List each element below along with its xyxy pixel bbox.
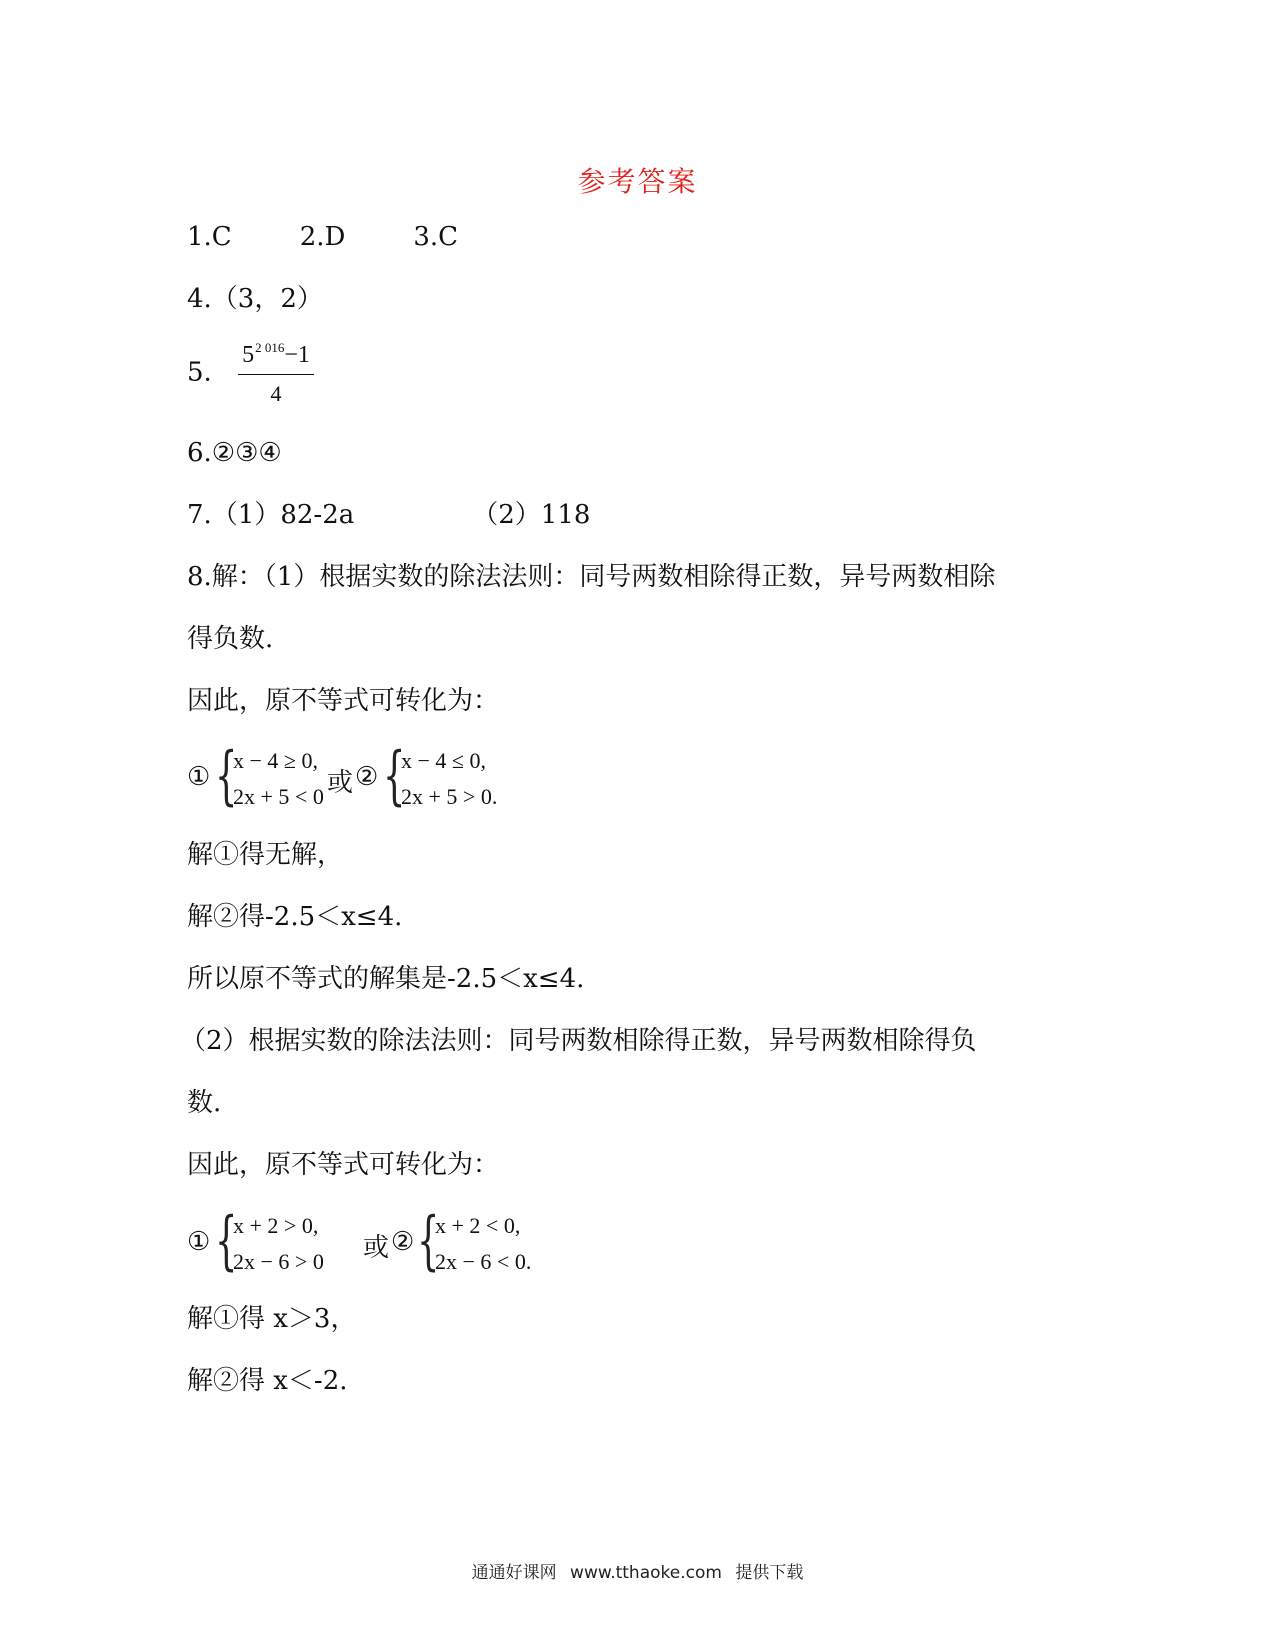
answer-8-line-2: 得负数. [187, 624, 274, 654]
answer-7-part-1: 7.（1）82-2a [187, 500, 355, 530]
brace-symbol: { [417, 1204, 440, 1278]
or-text: 或 [363, 1233, 390, 1263]
inequality-1a: x − 4 ≥ 0, [233, 748, 318, 773]
footer-site-name: 通通好课网 [471, 1563, 557, 1583]
inequality-1a: x + 2 > 0, [233, 1213, 319, 1238]
answer-2: 2.D [299, 222, 346, 252]
fraction-numerator [238, 340, 314, 375]
answer-5 [187, 340, 314, 407]
inequality-2a: x − 4 ≤ 0, [401, 748, 486, 773]
inequality-1b: 2x − 6 > 0 [233, 1249, 324, 1274]
inequality-2b: 2x − 6 < 0. [435, 1249, 532, 1274]
brace-symbol: { [215, 739, 238, 813]
answer-6: 6.②③④ [187, 438, 282, 468]
answer-3: 3.C [413, 222, 459, 252]
answers-1-3 [187, 222, 458, 253]
answer-8-line-8: 数. [187, 1088, 222, 1118]
answer-7 [187, 500, 590, 531]
answer-4: 4.（3，2） [187, 284, 323, 314]
circle-number-2: ② [355, 762, 379, 792]
circle-number-1: ① [187, 762, 211, 792]
fraction [238, 340, 314, 407]
footer-suffix: 提供下载 [735, 1563, 804, 1583]
inequality-system-1 [187, 739, 547, 822]
page-footer [0, 1558, 1275, 1583]
answer-8-line-11: 解②得 x＜-2. [187, 1366, 348, 1396]
numerator-exponent: 2 016 [255, 340, 285, 355]
inequality-system-2 [187, 1204, 567, 1287]
answer-1: 1.C [187, 222, 232, 252]
page-title: 参考答案 [577, 165, 698, 198]
footer-url[interactable]: www.tthaoke.com [570, 1563, 722, 1583]
circle-number-1: ① [187, 1227, 211, 1257]
answer-5-label: 5. [187, 357, 212, 388]
or-text: 或 [327, 768, 354, 798]
numerator-base: 5 [242, 342, 255, 368]
circle-number-2: ② [391, 1227, 415, 1257]
fraction-denominator: 4 [270, 380, 282, 406]
answer-8-line-4: 解①得无解， [187, 840, 344, 870]
inequality-2a: x + 2 < 0, [435, 1213, 521, 1238]
answer-8-line-6: 所以原不等式的解集是-2.5＜x≤4. [187, 964, 585, 994]
answer-7-part-2: （2）118 [472, 500, 591, 530]
brace-symbol: { [215, 1204, 238, 1278]
inequality-1b: 2x + 5 < 0 [233, 784, 324, 809]
answer-8-line-1: 8.解：（1）根据实数的除法法则：同号两数相除得正数，异号两数相除 [187, 562, 996, 592]
answer-8-line-9: 因此，原不等式可转化为： [187, 1150, 500, 1180]
answer-8-line-7: （2）根据实数的除法法则：同号两数相除得正数，异号两数相除得负 [180, 1026, 977, 1056]
brace-symbol: { [383, 739, 406, 813]
answer-8-line-3: 因此，原不等式可转化为： [187, 686, 500, 716]
numerator-rest: −1 [284, 342, 310, 368]
inequality-2b: 2x + 5 > 0. [401, 784, 498, 809]
answer-8-line-5: 解②得-2.5＜x≤4. [187, 902, 403, 932]
answer-8-line-10: 解①得 x＞3， [187, 1304, 357, 1334]
